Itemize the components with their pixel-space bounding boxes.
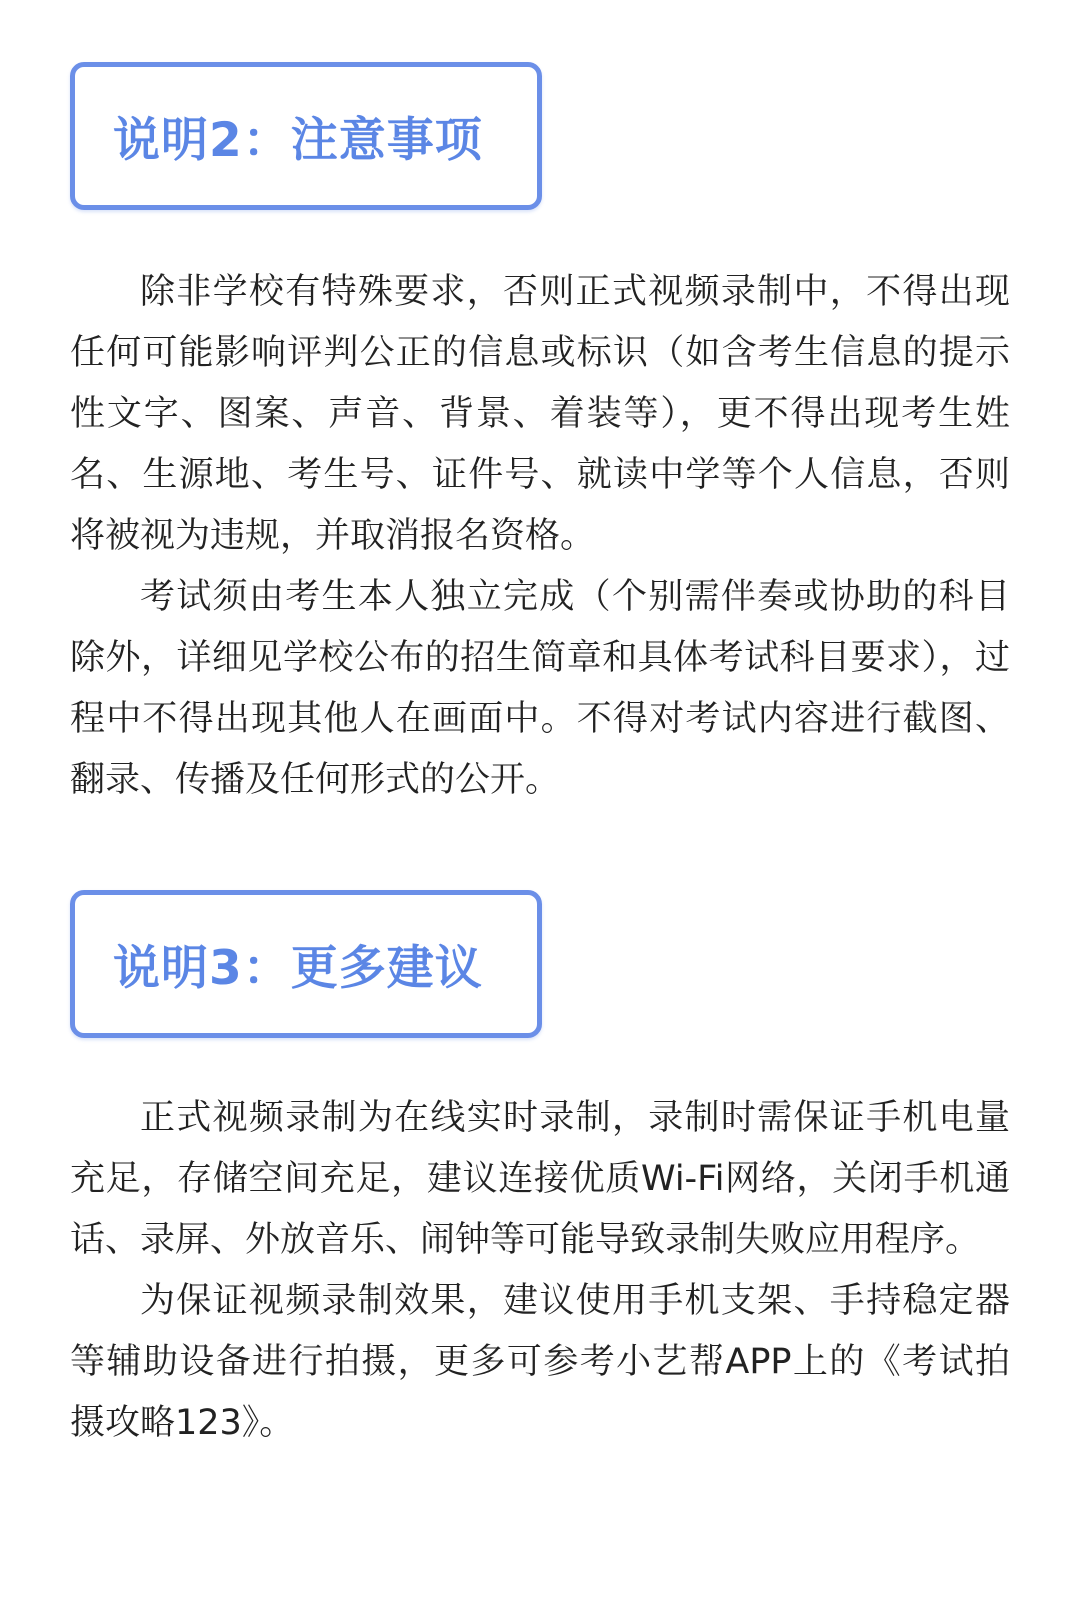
section-suggestions: [70, 890, 1010, 1443]
paragraph: 考试须由考生本人独立完成（个别需伴奏或协助的科目除外，详细见学校公布的招生简章和具体考试科目要求），过程中不得出现其他人在画面中。不得对考试内容进行截图、翻录、传播及任何形式的公开。: [70, 577, 1010, 800]
paragraph: 为保证视频录制效果，建议使用手机支架、手持稳定器等辅助设备进行拍摄，更多可参考小艺帮APP上的《考试拍摄攻略123》。: [70, 1281, 1010, 1443]
section-body: [70, 262, 1010, 811]
section-body: [70, 1088, 1010, 1454]
paragraph: 正式视频录制为在线实时录制，录制时需保证手机电量充足，存储空间充足，建议连接优质Wi-Fi网络，关闭手机通话、录屏、外放音乐、闹钟等可能导致录制失败应用程序。: [70, 1098, 1010, 1260]
section-title: 说明2：注意事项: [113, 112, 483, 168]
section-title-box: [70, 890, 542, 1038]
section-title-box: [70, 62, 542, 210]
paragraph: 除非学校有特殊要求，否则正式视频录制中，不得出现任何可能影响评判公正的信息或标识（如含考生信息的提示性文字、图案、声音、背景、着装等），更不得出现考生姓名、生源地、考生号、证件号、就读中学等个人信息，否则将被视为违规，并取消报名资格。: [70, 272, 1010, 556]
section-notes: [70, 62, 1010, 800]
section-title: 说明3：更多建议: [113, 940, 483, 996]
